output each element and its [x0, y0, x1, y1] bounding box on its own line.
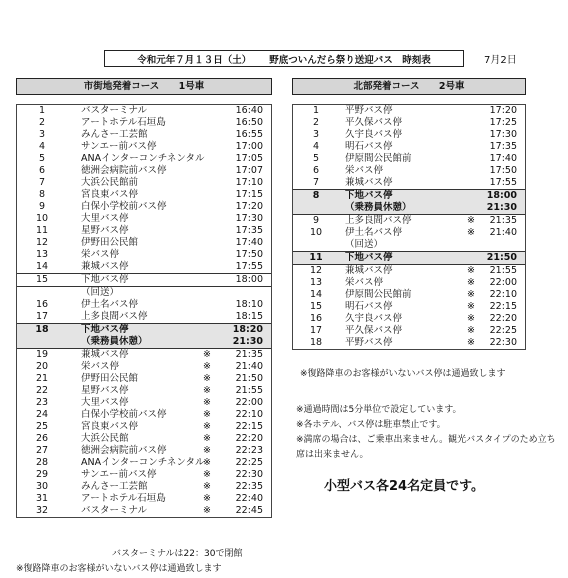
stop-number: 9: [312, 215, 320, 226]
stop-number: 3: [312, 129, 320, 140]
stop-number: 13: [309, 277, 323, 288]
skip-mark: ※: [467, 215, 475, 226]
stop-number: 12: [309, 265, 323, 276]
table-row: [17, 201, 271, 213]
note-parking: ※各ホテル、バス停は駐車禁止です。: [296, 420, 446, 430]
table-row: [293, 215, 525, 227]
stop-number: 16: [309, 313, 323, 324]
capacity-note: 小型バス各24名定員です。: [324, 479, 485, 494]
stop-number: 3: [38, 129, 46, 140]
left-footnote: ※復路降車のお客様がいないバス停は通過致します: [16, 564, 222, 574]
table-row: [293, 337, 525, 349]
left-car-number: 1号車: [178, 81, 205, 92]
table-row: [17, 225, 271, 237]
table-row: [17, 165, 271, 177]
departure-time: 22:30: [489, 337, 517, 348]
table-row: [17, 505, 271, 517]
stop-number: 10: [309, 227, 323, 238]
stop-name: 宮良東バス停: [81, 189, 139, 200]
stop-name: 伊原間公民館前: [345, 289, 412, 300]
stop-name: 伊野田公民館: [81, 237, 139, 248]
skip-mark: ※: [203, 349, 211, 360]
stop-number: 28: [35, 457, 49, 468]
table-row: [17, 287, 271, 299]
table-row: [293, 265, 525, 277]
table-row: [17, 177, 271, 189]
table-row: [293, 325, 525, 337]
stop-number: 2: [312, 117, 320, 128]
table-row: [17, 385, 271, 397]
table-row: [293, 189, 525, 202]
stop-name: ANAインターコンチネンタル: [81, 457, 205, 468]
stop-name: バスターミナル: [81, 505, 148, 516]
stop-name: アートホテル石垣島: [81, 493, 166, 504]
table-row: [293, 251, 525, 265]
stop-number: 24: [35, 409, 49, 420]
stop-number: 32: [35, 505, 49, 516]
stop-name: 平久保バス停: [345, 117, 403, 128]
skip-mark: ※: [203, 469, 211, 480]
stop-name: 平野バス停: [345, 105, 393, 116]
table-row: [17, 311, 271, 323]
stop-number: 31: [35, 493, 49, 504]
stop-name: 宮良東バス停: [81, 421, 139, 432]
table-row: [17, 129, 271, 141]
departure-time: 22:45: [235, 505, 263, 516]
skip-mark: ※: [467, 227, 475, 238]
stop-name: 久宇良バス停: [345, 313, 403, 324]
table-row: [293, 177, 525, 189]
skip-mark: ※: [203, 445, 211, 456]
stop-name: 栄バス停: [345, 277, 384, 288]
departure-time: 17:30: [489, 129, 517, 140]
departure-time: 17:30: [235, 213, 263, 224]
departure-time: 22:35: [235, 481, 263, 492]
right-timetable: [292, 104, 526, 350]
departure-time: 17:35: [489, 141, 517, 152]
stop-number: 4: [312, 141, 320, 152]
stop-number: 11: [309, 252, 323, 263]
table-row: [17, 421, 271, 433]
departure-time: 17:25: [489, 117, 517, 128]
stop-name: 栄バス停: [345, 165, 384, 176]
right-course-name: 北部発着コース: [353, 81, 420, 92]
departure-time: 21:40: [235, 361, 263, 372]
table-row: [17, 237, 271, 249]
stop-number: 5: [38, 153, 46, 164]
stop-number: 10: [35, 213, 49, 224]
table-row: [293, 227, 525, 239]
departure-time: 17:20: [489, 105, 517, 116]
stop-number: 11: [35, 225, 49, 236]
stop-name: みんさー工芸館: [81, 129, 148, 140]
table-row: [293, 153, 525, 165]
stop-name: 上多良間バス停: [345, 215, 412, 226]
stop-name: 下地バス停: [345, 190, 393, 201]
table-row: [17, 299, 271, 311]
table-row: [293, 277, 525, 289]
stop-name: 久宇良バス停: [345, 129, 403, 140]
departure-time: 17:50: [235, 249, 263, 260]
stop-number: 6: [38, 165, 46, 176]
stop-number: 15: [309, 301, 323, 312]
stop-number: 16: [35, 299, 49, 310]
stop-name: 大里バス停: [81, 397, 129, 408]
table-row: [17, 433, 271, 445]
stop-number: 12: [35, 237, 49, 248]
table-row: [17, 361, 271, 373]
departure-time: 17:10: [235, 177, 263, 188]
departure-time: 17:05: [235, 153, 263, 164]
departure-time: 17:00: [235, 141, 263, 152]
departure-time: 21:30: [232, 336, 263, 347]
skip-mark: ※: [203, 385, 211, 396]
stop-name: 明石バス停: [345, 301, 393, 312]
skip-mark: ※: [203, 397, 211, 408]
stop-name: 白保小学校前バス停: [81, 201, 167, 212]
skip-mark: ※: [467, 337, 475, 348]
departure-time: 22:15: [489, 301, 517, 312]
stop-name: 大里バス停: [81, 213, 129, 224]
departure-time: 17:50: [489, 165, 517, 176]
stop-number: 15: [35, 274, 49, 285]
stop-number: 2: [38, 117, 46, 128]
stop-name: バスターミナル: [81, 105, 148, 116]
departure-time: 21:30: [486, 202, 517, 213]
departure-time: 17:55: [235, 261, 263, 272]
stop-number: 26: [35, 433, 49, 444]
stop-number: 9: [38, 201, 46, 212]
stop-name: 平野バス停: [345, 337, 393, 348]
table-row: [17, 445, 271, 457]
right-car-number: 2号車: [438, 81, 465, 92]
departure-time: 21:55: [235, 385, 263, 396]
stop-name: アートホテル石垣島: [81, 117, 166, 128]
table-row: [17, 189, 271, 201]
departure-time: 22:10: [489, 289, 517, 300]
table-row: [293, 313, 525, 325]
stop-name: 徳洲会病院前バス停: [81, 165, 167, 176]
table-row: [293, 117, 525, 129]
stop-name: ANAインターコンチネンタル: [81, 153, 205, 164]
table-row: [17, 105, 271, 117]
table-row: [17, 261, 271, 273]
stop-number: 1: [38, 105, 46, 116]
table-row: [293, 129, 525, 141]
stop-number: 23: [35, 397, 49, 408]
stop-name: 伊野田公民館: [81, 373, 139, 384]
departure-time: 18:10: [235, 299, 263, 310]
table-row: [293, 165, 525, 177]
stop-number: 18: [35, 324, 49, 335]
stop-number: 18: [309, 337, 323, 348]
stop-number: 19: [35, 349, 49, 360]
stop-name: 栄バス停: [81, 361, 120, 372]
stop-name: 伊土名バス停: [81, 299, 139, 310]
departure-time: 22:20: [235, 433, 263, 444]
note-full: ※満席の場合は、ご乗車出来ません。観光バスタイプのため立ち席は出来ません。: [296, 435, 556, 460]
stop-name: （回送）: [345, 239, 384, 250]
departure-time: 17:40: [235, 237, 263, 248]
departure-time: 21:35: [489, 215, 517, 226]
stop-number: 17: [35, 311, 49, 322]
stop-number: 30: [35, 481, 49, 492]
departure-time: 16:40: [235, 105, 263, 116]
table-row: [17, 336, 271, 349]
skip-mark: ※: [203, 481, 211, 492]
departure-time: 21:35: [235, 349, 263, 360]
stop-name: 兼城バス停: [345, 177, 393, 188]
skip-mark: ※: [467, 325, 475, 336]
table-row: [17, 397, 271, 409]
table-row: [17, 141, 271, 153]
departure-time: 22:15: [235, 421, 263, 432]
left-course-name: 市街地発着コース: [83, 81, 160, 92]
stop-name: 星野バス停: [81, 225, 129, 236]
stop-number: 17: [309, 325, 323, 336]
table-row: [17, 213, 271, 225]
stop-number: 20: [35, 361, 49, 372]
departure-time: 17:07: [235, 165, 263, 176]
skip-mark: ※: [203, 409, 211, 420]
departure-time: 22:40: [235, 493, 263, 504]
stop-name: 大浜公民館: [81, 433, 129, 444]
skip-mark: ※: [467, 289, 475, 300]
stop-name: 平久保バス停: [345, 325, 403, 336]
departure-time: 21:55: [489, 265, 517, 276]
table-row: [17, 273, 271, 287]
stop-name: 下地バス停: [81, 324, 129, 335]
stop-name: 徳洲会病院前バス停: [81, 445, 167, 456]
table-row: [293, 105, 525, 117]
table-row: [17, 153, 271, 165]
departure-time: 22:00: [489, 277, 517, 288]
document-title: [104, 50, 464, 67]
departure-time: 22:20: [489, 313, 517, 324]
stop-number: 14: [35, 261, 49, 272]
stop-name: 伊原間公民館前: [345, 153, 412, 164]
departure-time: 22:25: [489, 325, 517, 336]
skip-mark: ※: [467, 313, 475, 324]
stop-name: 兼城バス停: [345, 265, 393, 276]
skip-mark: ※: [203, 421, 211, 432]
table-row: [17, 469, 271, 481]
departure-time: 22:23: [235, 445, 263, 456]
departure-time: 17:35: [235, 225, 263, 236]
stop-number: 1: [312, 105, 320, 116]
stop-name: 下地バス停: [345, 252, 393, 263]
table-row: [17, 373, 271, 385]
stop-number: 8: [38, 189, 46, 200]
skip-mark: ※: [203, 373, 211, 384]
departure-time: 17:40: [489, 153, 517, 164]
departure-time: 22:00: [235, 397, 263, 408]
stop-number: 7: [38, 177, 46, 188]
stop-number: 27: [35, 445, 49, 456]
table-row: [17, 117, 271, 129]
stop-number: 13: [35, 249, 49, 260]
notes: [296, 403, 561, 463]
stop-name: 大浜公民館前: [81, 177, 139, 188]
stop-name: （回送）: [81, 287, 120, 298]
stop-name: 上多良間バス停: [81, 311, 148, 322]
stop-number: 29: [35, 469, 49, 480]
stop-name: 栄バス停: [81, 249, 120, 260]
table-row: [17, 481, 271, 493]
stop-number: 8: [312, 190, 320, 201]
skip-mark: ※: [467, 301, 475, 312]
table-row: [17, 493, 271, 505]
departure-time: 16:50: [235, 117, 263, 128]
title-date: 令和元年７月１３日（土）: [137, 54, 252, 66]
departure-time: 22:30: [235, 469, 263, 480]
stop-name: サンエー前バス停: [81, 469, 157, 480]
stop-number: 22: [35, 385, 49, 396]
stop-number: 4: [38, 141, 46, 152]
departure-time: 18:00: [486, 190, 517, 201]
stop-name: 兼城バス停: [81, 349, 129, 360]
departure-time: 17:20: [235, 201, 263, 212]
table-row: [17, 249, 271, 261]
stop-name: 兼城バス停: [81, 261, 129, 272]
stop-name: 白保小学校前バス停: [81, 409, 167, 420]
skip-mark: ※: [467, 277, 475, 288]
departure-time: 18:00: [235, 274, 263, 285]
stop-name: （乗務員休憩）: [345, 202, 412, 213]
skip-mark: ※: [203, 505, 211, 516]
departure-time: 21:50: [486, 252, 517, 263]
table-row: [293, 202, 525, 215]
left-closing-note: バスターミナルは22：30で閉館: [112, 549, 243, 559]
stop-number: 5: [312, 153, 320, 164]
departure-time: 18:20: [232, 324, 263, 335]
table-row: [17, 409, 271, 421]
left-timetable: [16, 104, 272, 518]
departure-time: 21:40: [489, 227, 517, 238]
stop-name: （乗務員休憩）: [81, 336, 148, 347]
skip-mark: ※: [203, 493, 211, 504]
stop-name: 下地バス停: [81, 274, 129, 285]
issued-date: 7月2日: [484, 55, 517, 66]
departure-time: 22:25: [235, 457, 263, 468]
stop-number: 6: [312, 165, 320, 176]
departure-time: 18:15: [235, 311, 263, 322]
table-row: [17, 323, 271, 336]
stop-number: 14: [309, 289, 323, 300]
stop-number: 25: [35, 421, 49, 432]
stop-name: 明石バス停: [345, 141, 393, 152]
stop-number: 7: [312, 177, 320, 188]
table-row: [293, 301, 525, 313]
departure-time: 17:15: [235, 189, 263, 200]
skip-mark: ※: [467, 265, 475, 276]
skip-mark: ※: [203, 457, 211, 468]
stop-name: 星野バス停: [81, 385, 129, 396]
table-row: [293, 239, 525, 251]
left-course-header: [16, 78, 272, 95]
right-course-header: [292, 78, 526, 95]
table-row: [293, 141, 525, 153]
skip-mark: ※: [203, 433, 211, 444]
departure-time: 21:50: [235, 373, 263, 384]
departure-time: 17:55: [489, 177, 517, 188]
stop-name: サンエー前バス停: [81, 141, 157, 152]
stop-name: みんさー工芸館: [81, 481, 148, 492]
table-row: [293, 289, 525, 301]
skip-mark: ※: [203, 361, 211, 372]
departure-time: 16:55: [235, 129, 263, 140]
departure-time: 22:10: [235, 409, 263, 420]
table-row: [17, 349, 271, 361]
note-interval: ※通過時間は5分単位で設定しています。: [296, 405, 462, 415]
stop-name: 伊土名バス停: [345, 227, 403, 238]
table-row: [17, 457, 271, 469]
title-event: 野底ついんだら祭り送迎バス 時刻表: [269, 54, 431, 66]
stop-number: 21: [35, 373, 49, 384]
right-footnote: ※復路降車のお客様がいないバス停は通過致します: [300, 369, 506, 379]
